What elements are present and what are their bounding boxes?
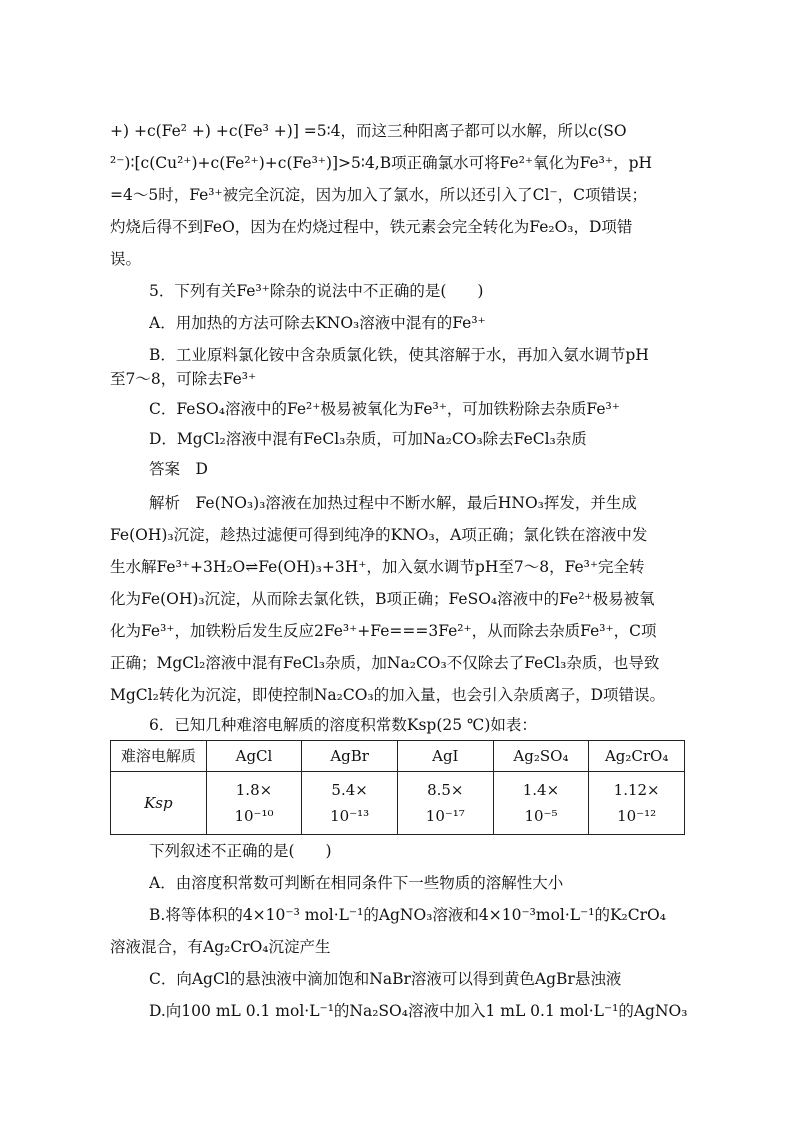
ksp-table: [110, 740, 685, 835]
cell-value-exponent: 10⁻¹⁷: [425, 807, 465, 825]
question-6-option-b-cont: 溶液混合，有Ag₂CrO₄沉淀产生: [110, 938, 331, 956]
analysis-line: 解析 Fe(NO₃)₃溶液在加热过程中不断水解，最后HNO₃挥发，并生成: [149, 494, 637, 512]
cell-value-mantissa: 1.8×: [235, 781, 273, 799]
table-cell: [397, 772, 493, 835]
cell-value-exponent: 10⁻⁵: [524, 807, 558, 825]
analysis-line: 化为Fe³⁺，加铁粉后发生反应2Fe³⁺+Fe===3Fe²⁺，从而除去杂质Fe³⁺，C项: [110, 622, 657, 640]
cell-value-mantissa: 1.12×: [613, 781, 660, 799]
text-line: +) +c(Fe² +) +c(Fe³ +)] =5∶4，而这三种阳离子都可以水解，所以c(SO: [110, 122, 627, 140]
table-header-cell: Ag₂SO₄: [493, 741, 589, 772]
analysis-line: 正确；MgCl₂溶液中混有FeCl₃杂质，加Na₂CO₃不仅除去了FeCl₃杂质，也导致: [110, 654, 660, 672]
analysis-line: 化为Fe(OH)₃沉淀，从而除去氯化铁，B项正确；FeSO₄溶液中的Fe²⁺极易被氧: [110, 590, 655, 608]
table-cell: [589, 772, 685, 835]
analysis-line: MgCl₂转化为沉淀，即使控制Na₂CO₃的加入量，也会引入杂质离子，D项错误。: [110, 686, 666, 704]
table-header-cell: 难溶电解质: [111, 741, 207, 772]
question-6-stem: 6．已知几种难溶电解质的溶度积常数Ksp(25 ℃)如表：: [149, 716, 537, 734]
text-line: 误。: [110, 250, 142, 268]
analysis-line: Fe(OH)₃沉淀，趁热过滤便可得到纯净的KNO₃，A项正确；氯化铁在溶液中发: [110, 526, 648, 544]
cell-value-exponent: 10⁻¹⁰: [234, 807, 274, 825]
text-line: 灼烧后得不到FeO，因为在灼烧过程中，铁元素会完全转化为Fe₂O₃，D项错: [110, 218, 633, 236]
cell-value-mantissa: 8.5×: [427, 781, 464, 799]
question-5-option-b: B．工业原料氯化铵中含杂质氯化铁，使其溶解于水，再加入氨水调节pH: [149, 346, 649, 364]
question-5-option-d: D．MgCl₂溶液中混有FeCl₃杂质，可加Na₂CO₃除去FeCl₃杂质: [149, 430, 587, 448]
table-cell: [493, 772, 589, 835]
cell-value-mantissa: 1.4×: [522, 781, 560, 799]
question-5-option-c: C．FeSO₄溶液中的Fe²⁺极易被氧化为Fe³⁺，可加铁粉除去杂质Fe³⁺: [149, 400, 620, 418]
table-cell: [206, 772, 302, 835]
table-header-cell: Ag₂CrO₄: [589, 741, 685, 772]
question-5-option-b-cont: 至7～8，可除去Fe³⁺: [110, 370, 257, 388]
question-6-option-c: C．向AgCl的悬浊液中滴加饱和NaBr溶液可以得到黄色AgBr悬浊液: [149, 970, 622, 988]
question-6-option-d: D.向100 mL 0.1 mol·L⁻¹的Na₂SO₄溶液中加入1 mL 0.1 mol·L⁻¹的AgNO₃: [149, 1002, 688, 1020]
text-line: =4～5时，Fe³⁺被完全沉淀，因为加入了氯水，所以还引入了Cl⁻，C项错误；: [110, 186, 648, 204]
table-header-cell: AgBr: [302, 741, 398, 772]
question-5-stem: 5．下列有关Fe³⁺除杂的说法中不正确的是( ): [149, 282, 484, 300]
text-line: ²⁻)∶[c(Cu²⁺)+c(Fe²⁺)+c(Fe³⁺)]>5∶4,B项正确氯水可将Fe²⁺氧化为Fe³⁺，pH: [110, 154, 653, 172]
table-header-row: [111, 741, 685, 772]
table-row: [111, 772, 685, 835]
question-6-option-a: A．由溶度积常数可判断在相同条件下一些物质的溶解性大小: [149, 874, 564, 892]
table-cell: [302, 772, 398, 835]
question-5-option-a: A．用加热的方法可除去KNO₃溶液中混有的Fe³⁺: [149, 314, 486, 332]
table-header-cell: AgI: [397, 741, 493, 772]
ksp-row-label: Ksp: [111, 772, 207, 835]
cell-value-exponent: 10⁻¹²: [617, 807, 657, 825]
analysis-line: 生水解Fe³⁺+3H₂O⇌Fe(OH)₃+3H⁺，加入氨水调节pH至7～8，Fe³⁺完全转: [110, 558, 645, 576]
answer-line: 答案 D: [149, 460, 208, 478]
cell-value-mantissa: 5.4×: [331, 781, 368, 799]
question-6-prompt: 下列叙述不正确的是( ): [149, 842, 332, 860]
cell-value-exponent: 10⁻¹³: [330, 807, 370, 825]
table-header-cell: AgCl: [206, 741, 302, 772]
question-6-option-b: B.将等体积的4×10⁻³ mol·L⁻¹的AgNO₃溶液和4×10⁻³mol·L⁻¹的K₂CrO₄: [149, 906, 666, 924]
